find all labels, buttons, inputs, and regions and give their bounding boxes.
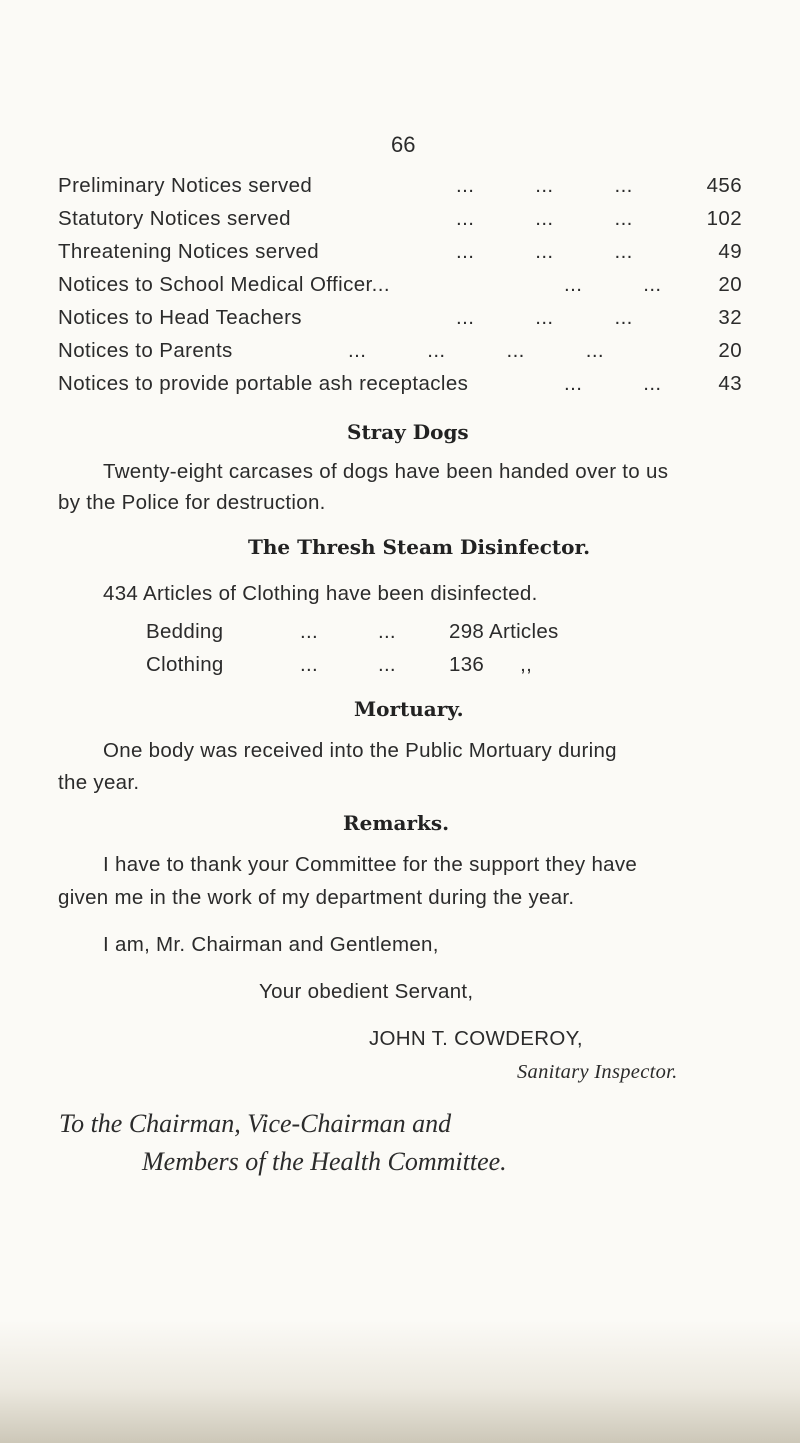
page-edge-discoloration [0,1320,800,1443]
disinfector-intro: 434 Articles of Clothing have been disinfected. [103,582,538,605]
notice-value: 20 [718,273,742,296]
notice-label: Notices to Parents [58,339,233,362]
notice-value: 102 [706,207,742,230]
leader-dots: ... ... [564,273,662,296]
notice-value: 32 [718,306,742,329]
remarks-text-line1: I have to thank your Committee for the support they have [103,853,638,876]
stray-dogs-heading: Stray Dogs [347,420,469,444]
page-number: 66 [391,132,416,157]
notice-row [58,174,742,204]
notice-label: Notices to Head Teachers [58,306,302,329]
stray-dogs-text-line2: by the Police for destruction. [58,491,326,514]
disinfector-heading: The Thresh Steam Disinfector. [248,535,591,559]
remarks-text-line2: given me in the work of my department during the year. [58,886,575,909]
notice-row [58,273,742,303]
address-line2: Members of the Health Committee. [142,1147,507,1176]
leader-dots: ... ... [300,620,396,643]
closing: Your obedient Servant, [259,980,474,1003]
notice-label: Notices to School Medical Officer... [58,273,390,296]
remarks-heading: Remarks. [343,811,450,835]
notice-row [58,339,742,369]
signature-name: JOHN T. COWDEROY, [369,1027,583,1050]
notice-value: 43 [718,372,742,395]
notice-label: Threatening Notices served [58,240,320,263]
mortuary-text-line2: the year. [58,771,140,794]
leader-dots: ... ... ... [456,174,633,197]
signature-title: Sanitary Inspector. [517,1061,678,1083]
salutation: I am, Mr. Chairman and Gentlemen, [103,933,439,956]
leader-dots: ... ... [564,372,662,395]
disinfected-item-value: 136 ,, [449,653,533,676]
mortuary-heading: Mortuary. [354,697,464,721]
address-line1: To the Chairman, Vice-Chairman and [59,1109,452,1138]
leader-dots: ... ... ... [456,207,633,230]
notice-label: Statutory Notices served [58,207,291,230]
notice-row [58,207,742,237]
notice-label: Preliminary Notices served [58,174,313,197]
notice-row [58,372,742,402]
disinfected-item-value: 298 Articles [449,620,559,643]
notice-label: Notices to provide portable ash receptacles [58,372,469,395]
leader-dots: ... ... ... ... [348,339,605,362]
disinfected-item-label: Clothing [146,653,224,676]
stray-dogs-text-line1: Twenty-eight carcases of dogs have been handed over to us [103,460,669,483]
disinfected-item-label: Bedding [146,620,224,643]
leader-dots: ... ... ... [456,306,633,329]
leader-dots: ... ... ... [456,240,633,263]
notice-row [58,306,742,336]
notice-value: 49 [718,240,742,263]
leader-dots: ... ... [300,653,396,676]
mortuary-text-line1: One body was received into the Public Mortuary during [103,739,617,762]
notice-row [58,240,742,270]
notice-value: 456 [706,174,742,197]
notice-value: 20 [718,339,742,362]
